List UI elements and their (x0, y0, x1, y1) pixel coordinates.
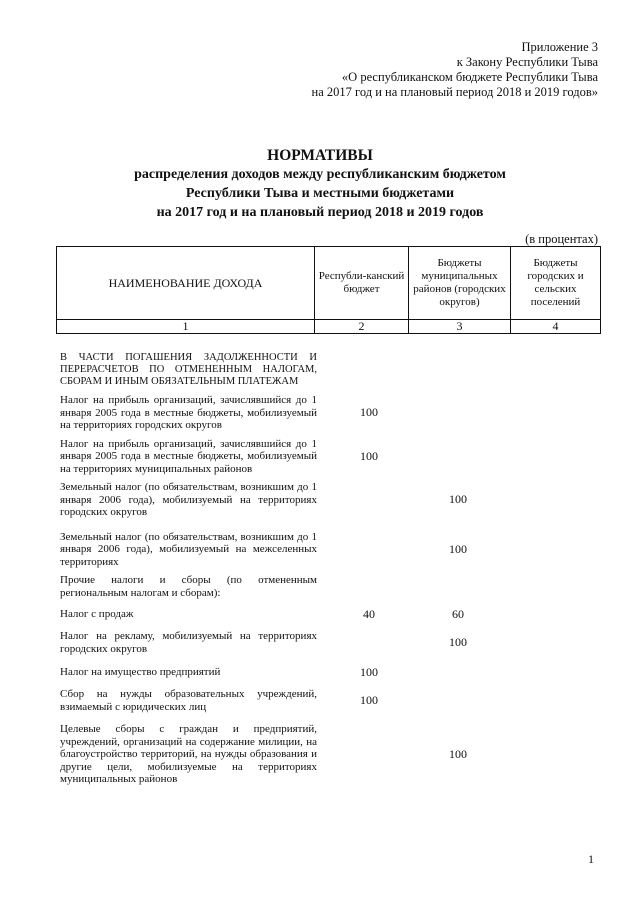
income-name: Земельный налог (по обязательствам, возникшим до 1 января 2006 года), мобилизуемый на территориях городских округов (60, 481, 317, 518)
municipal-value: 100 (449, 635, 467, 649)
table-header (56, 246, 601, 334)
income-name: Налог с продаж (60, 608, 134, 621)
title-line: на 2017 год и на плановый период 2018 и 2019 годов (156, 205, 484, 220)
table-row (60, 531, 600, 569)
title-line: распределения доходов между республиканским бюджетом (134, 167, 506, 182)
table-row (60, 665, 600, 680)
table-row (60, 394, 600, 432)
header-settlement-budgets: Бюджеты городских и сельских поселений (511, 247, 601, 320)
table-row (60, 723, 600, 786)
municipal-value: 60 (452, 607, 464, 621)
republic-value: 100 (360, 405, 378, 420)
appendix-line: к Закону Республики Тыва (456, 55, 598, 69)
income-name: Налог на рекламу, мобилизуемый на территориях городских округов (60, 630, 317, 655)
income-name: Земельный налог (по обязательствам, возникшим до 1 января 2006 года), мобилизуемый на межселенных территориях (60, 530, 317, 568)
income-name: Налог на имущество предприятий (60, 666, 221, 679)
title-main: НОРМАТИВЫ (267, 147, 373, 164)
header-municipal-budgets: Бюджеты муниципальных районов (городских округов) (409, 247, 511, 320)
appendix-note (312, 40, 598, 100)
income-name: В ЧАСТИ ПОГАШЕНИЯ ЗАДОЛЖЕННОСТИ И ПЕРЕРАСЧЕТОВ ПО ОТМЕНЕННЫМ НАЛОГАМ, СБОРАМ И ИНЫМ ОБЯЗАТЕЛЬНЫМ ПЛАТЕЖАМ (60, 352, 317, 387)
units-label: (в процентах) (525, 232, 598, 246)
republic-value: 100 (360, 448, 378, 463)
income-name: Налог на прибыль организаций, зачислявшийся до 1 января 2005 года в местные бюджеты, мобилизуемый на территориях муниципальных районов (60, 437, 317, 475)
table-body (60, 352, 600, 792)
header-number: 1 (57, 320, 315, 334)
title-line: Республики Тыва и местными бюджетами (185, 186, 455, 201)
appendix-line: «О республиканском бюджете Республики Тыва (341, 70, 598, 84)
page-number: 1 (588, 852, 594, 866)
municipal-value: 100 (449, 492, 467, 507)
table-row (60, 438, 600, 476)
header-number: 3 (409, 320, 511, 334)
income-name: Целевые сборы с граждан и предприятий, учреждений, организаций на содержание милиции, на благоустройство территорий, на нужды образования и другие цели, мобилизуемые на территориях муниципальных районов (60, 723, 317, 785)
income-name: Сбор на нужды образовательных учреждений, взимаемый с юридических лиц (60, 688, 317, 713)
header-republic-budget: Республи-канский бюджет (315, 247, 409, 320)
header-income-name: НАИМЕНОВАНИЕ ДОХОДА (57, 247, 315, 320)
table-row (60, 688, 600, 713)
appendix-line: Приложение 3 (521, 40, 598, 54)
table-row (60, 574, 600, 599)
republic-value: 40 (363, 607, 375, 621)
table-row (60, 630, 600, 655)
table-row (60, 352, 600, 388)
municipal-value: 100 (449, 746, 467, 761)
header-number: 2 (315, 320, 409, 334)
income-name: Налог на прибыль организаций, зачислявшийся до 1 января 2005 года в местные бюджеты, мобилизуемый на территориях городских округов (60, 394, 317, 431)
republic-value: 100 (360, 665, 378, 679)
republic-value: 100 (360, 693, 378, 707)
table-row (60, 481, 600, 519)
document-title (0, 146, 640, 222)
appendix-line: на 2017 год и на плановый период 2018 и 2019 годов» (311, 85, 598, 99)
table-row (60, 607, 600, 622)
header-number: 4 (511, 320, 601, 334)
income-name: Прочие налоги и сборы (по отмененным региональным налогам и сборам): (60, 574, 317, 599)
municipal-value: 100 (449, 541, 467, 556)
